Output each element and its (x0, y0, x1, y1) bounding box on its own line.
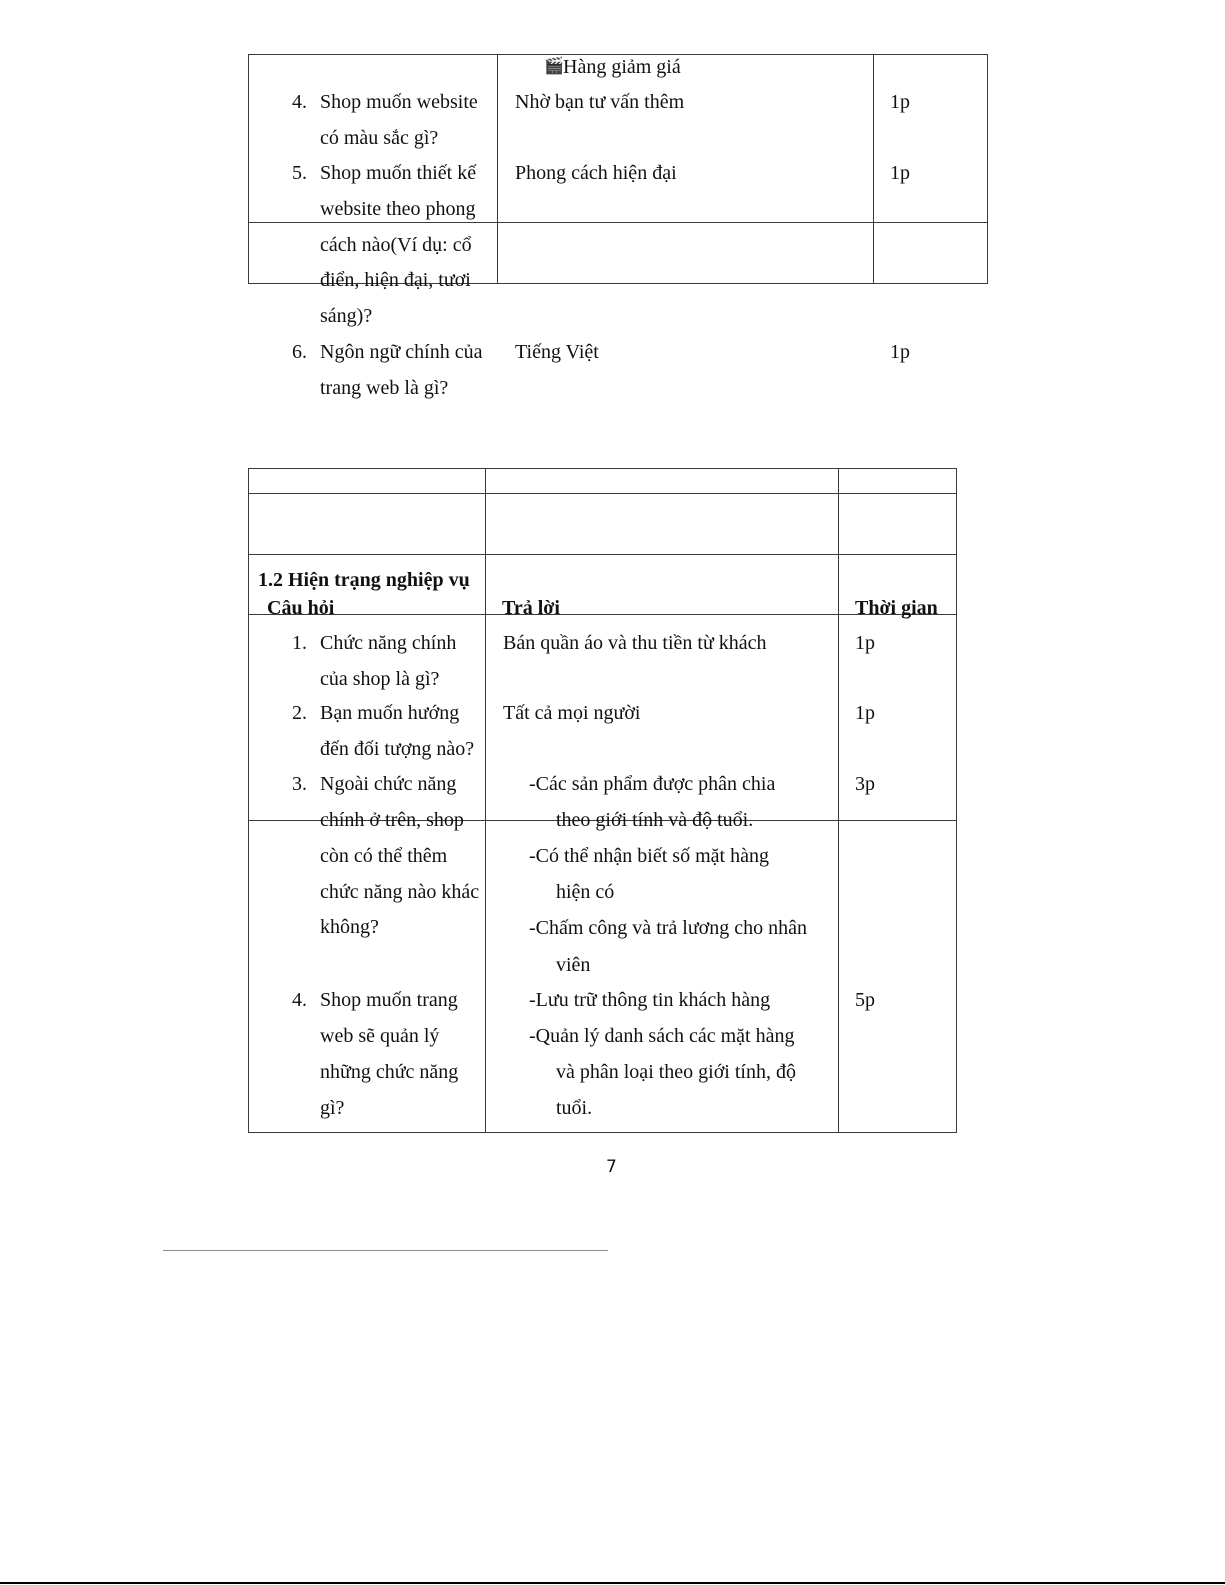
question-text: của shop là gì? (320, 668, 440, 690)
table-2-row-border (248, 554, 957, 555)
table-2-bottom-border (248, 1132, 957, 1133)
question-number: 2. (292, 702, 307, 724)
table-1-divider-2 (873, 54, 874, 284)
question-number: 4. (292, 91, 307, 113)
time-value: 1p (890, 341, 910, 363)
question-text: sáng)? (320, 305, 373, 327)
question-number: 3. (292, 773, 307, 795)
question-text: web sẽ quản lý (320, 1025, 440, 1047)
time-value: 5p (855, 989, 875, 1011)
question-text: không? (320, 916, 379, 938)
question-text: Bạn muốn hướng (320, 702, 460, 724)
section-heading: 1.2 Hiện trạng nghiệp vụ (258, 569, 470, 591)
table-1-right-border (987, 54, 988, 284)
time-value: 1p (890, 162, 910, 184)
table-1-left-border (248, 54, 249, 284)
answer-text: và phân loại theo giới tính, độ (556, 1061, 796, 1083)
answer-text: Bán quần áo và thu tiền từ khách (503, 632, 767, 654)
table-1-divider-1 (497, 54, 498, 284)
question-text: Ngôn ngữ chính của (320, 341, 483, 363)
answer-text: -Các sản phẩm được phân chia (529, 773, 776, 795)
table-2-divider-1 (485, 468, 486, 1133)
table-2-divider-2 (838, 468, 839, 1133)
answer-text: -Có thể nhận biết số mặt hàng (529, 845, 769, 867)
question-text: điển, hiện đại, tươi (320, 269, 471, 291)
discount-items-text: Hàng giảm giá (563, 56, 681, 78)
question-text: trang web là gì? (320, 377, 449, 399)
question-text: còn có thể thêm (320, 845, 448, 867)
question-text: Ngoài chức năng (320, 773, 457, 795)
answer-text: Tất cả mọi người (503, 702, 641, 724)
question-number: 1. (292, 632, 307, 654)
table-2-row-border (248, 493, 957, 494)
answer-text: -Quản lý danh sách các mặt hàng (529, 1025, 795, 1047)
column-header-answer: Trả lời (502, 597, 560, 619)
answer-text: -Chấm công và trả lương cho nhân (529, 917, 808, 939)
time-value: 1p (855, 632, 875, 654)
question-text: cách nào(Ví dụ: cổ (320, 234, 472, 256)
question-number: 6. (292, 341, 307, 363)
column-header-time: Thời gian (855, 597, 938, 619)
question-text: gì? (320, 1097, 345, 1119)
question-number: 4. (292, 989, 307, 1011)
answer-text: -Lưu trữ thông tin khách hàng (529, 989, 771, 1011)
question-text: Shop muốn thiết kế (320, 162, 477, 184)
answer-text: hiện có (556, 881, 615, 903)
question-text: những chức năng (320, 1061, 459, 1083)
footnote-separator (163, 1250, 608, 1251)
question-text: website theo phong (320, 198, 476, 220)
time-value: 3p (855, 773, 875, 795)
table-2-left-border (248, 468, 249, 1133)
clapperboard-icon: 🎬 (544, 58, 564, 75)
question-text: chính ở trên, shop (320, 809, 464, 831)
question-text: Chức năng chính (320, 632, 457, 654)
question-text: Shop muốn trang (320, 989, 458, 1011)
table-2-header-border (248, 614, 957, 615)
question-number: 5. (292, 162, 307, 184)
answer-text: theo giới tính và độ tuổi. (556, 809, 754, 831)
table-1-mid-border (248, 222, 988, 223)
answer-text: Phong cách hiện đại (515, 162, 677, 184)
answer-text: viên (556, 954, 591, 976)
page-number: 7 (606, 1157, 617, 1177)
answer-text: Tiếng Việt (515, 341, 599, 363)
question-text: có màu sắc gì? (320, 127, 439, 149)
column-header-question: Câu hỏi (267, 597, 335, 619)
answer-text: Nhờ bạn tư vấn thêm (515, 91, 685, 113)
page-bottom-edge (0, 1582, 1225, 1584)
table-2-top-border (248, 468, 957, 469)
table-2-right-border (956, 468, 957, 1133)
question-text: Shop muốn website (320, 91, 478, 113)
time-value: 1p (890, 91, 910, 113)
question-text: chức năng nào khác (320, 881, 480, 903)
question-text: đến đối tượng nào? (320, 738, 475, 760)
time-value: 1p (855, 702, 875, 724)
answer-text: tuổi. (556, 1097, 593, 1119)
